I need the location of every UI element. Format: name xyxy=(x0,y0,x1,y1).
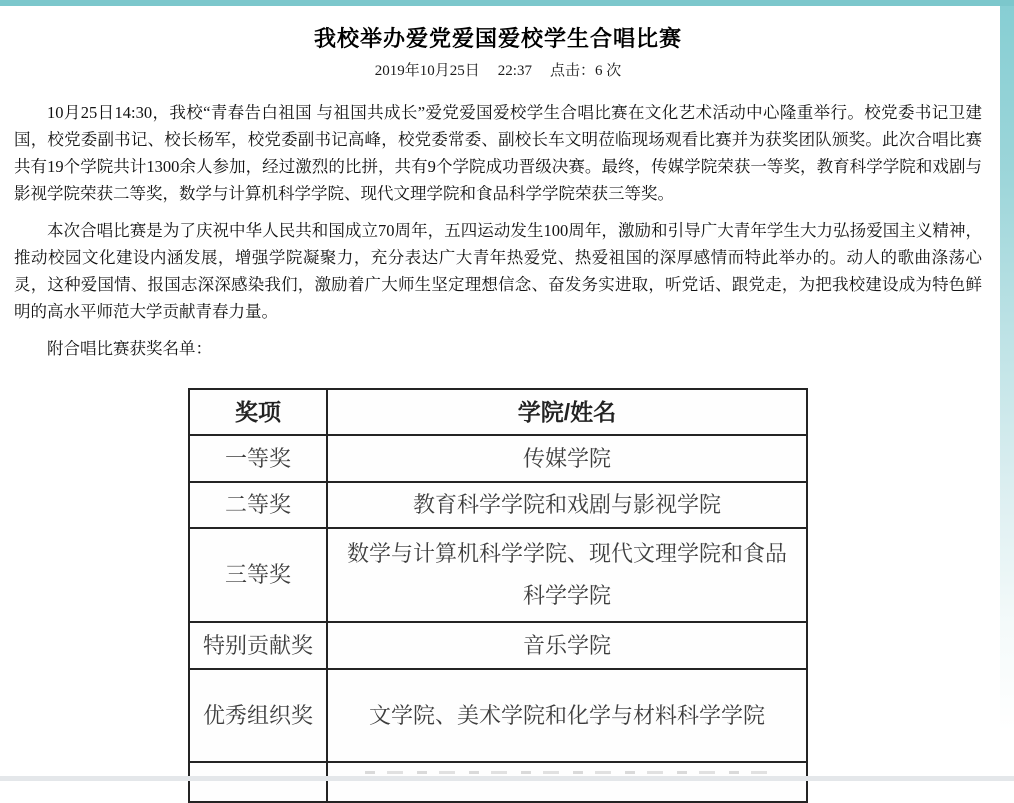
award-cell: 优秀组织奖 xyxy=(189,669,327,762)
article-meta xyxy=(14,61,982,81)
award-cell: 一等奖 xyxy=(189,435,327,482)
paragraph-event-purpose: 本次合唱比赛是为了庆祝中华人民共和国成立70周年，五四运动发生100周年，激励和引导广大青年学生大力弘扬爱国主义精神，推动校园文化建设内涵发展，增强学院凝聚力，充分表达广大青年热爱党、热爱祖国的深厚感情而特此举办的。动人的歌曲涤荡心灵，这种爱国情、报国志深深感染我们，激励着广大师生坚定理想信念、奋发务实进取，听党话、跟党走，为把我校建设成为特色鲜明的高水平师范大学贡献青春力量。 xyxy=(14,221,982,321)
article-date: 2019年10月25日 xyxy=(374,63,480,79)
table-row xyxy=(189,622,807,669)
recipients-cell: 文学院、美术学院和化学与材料科学学院 xyxy=(327,669,807,762)
recipients-cell: 音乐学院 xyxy=(327,622,807,669)
column-header-award: 奖项 xyxy=(189,389,327,435)
right-accent-bar xyxy=(1000,0,1014,762)
table-row xyxy=(189,669,807,762)
table-row xyxy=(189,435,807,482)
table-row xyxy=(189,528,807,622)
page-title: 我校举办爱党爱国爱校学生合唱比赛 xyxy=(313,26,682,51)
award-cell-clipped xyxy=(189,762,327,802)
clipped-text-fragment xyxy=(365,771,768,774)
recipients-cell-clipped xyxy=(327,762,807,802)
article-time: 22:37 xyxy=(497,63,532,79)
article-body xyxy=(14,99,982,362)
article-content xyxy=(14,6,982,803)
table-row xyxy=(189,482,807,528)
awards-table xyxy=(188,388,808,803)
column-header-college-name: 学院/姓名 xyxy=(327,389,807,435)
bottom-edge-bar xyxy=(0,776,1014,781)
table-row-clipped xyxy=(189,762,807,802)
paragraph-event-report: 10月25日14:30，我校“青春告白祖国 与祖国共成长”爱党爱国爱校学生合唱比赛在文化艺术活动中心隆重举行。校党委书记卫建国，校党委副书记、校长杨军，校党委副书记高峰，校党委常委、副校长车文明莅临现场观看比赛并为获奖团队颁奖。此次合唱比赛共有19个学院共计1300余人参加，经过激烈的比拼，共有9个学院成功晋级决赛。最终，传媒学院荣获一等奖，教育科学学院和戏剧与影视学院荣获二等奖，数学与计算机科学学院、现代文理学院和食品科学学院荣获三等奖。 xyxy=(14,103,982,203)
award-cell: 特别贡献奖 xyxy=(189,622,327,669)
article-click-count: 点击：6 次 xyxy=(549,63,622,79)
recipients-cell: 教育科学学院和戏剧与影视学院 xyxy=(327,482,807,528)
recipients-cell: 数学与计算机科学学院、现代文理学院和食品科学学院 xyxy=(327,528,807,622)
recipients-cell: 传媒学院 xyxy=(327,435,807,482)
attachment-note: 附合唱比赛获奖名单： xyxy=(47,339,212,358)
top-accent-bar xyxy=(0,0,1014,6)
awards-table-header-row xyxy=(189,389,807,435)
award-cell: 二等奖 xyxy=(189,482,327,528)
award-cell: 三等奖 xyxy=(189,528,327,622)
